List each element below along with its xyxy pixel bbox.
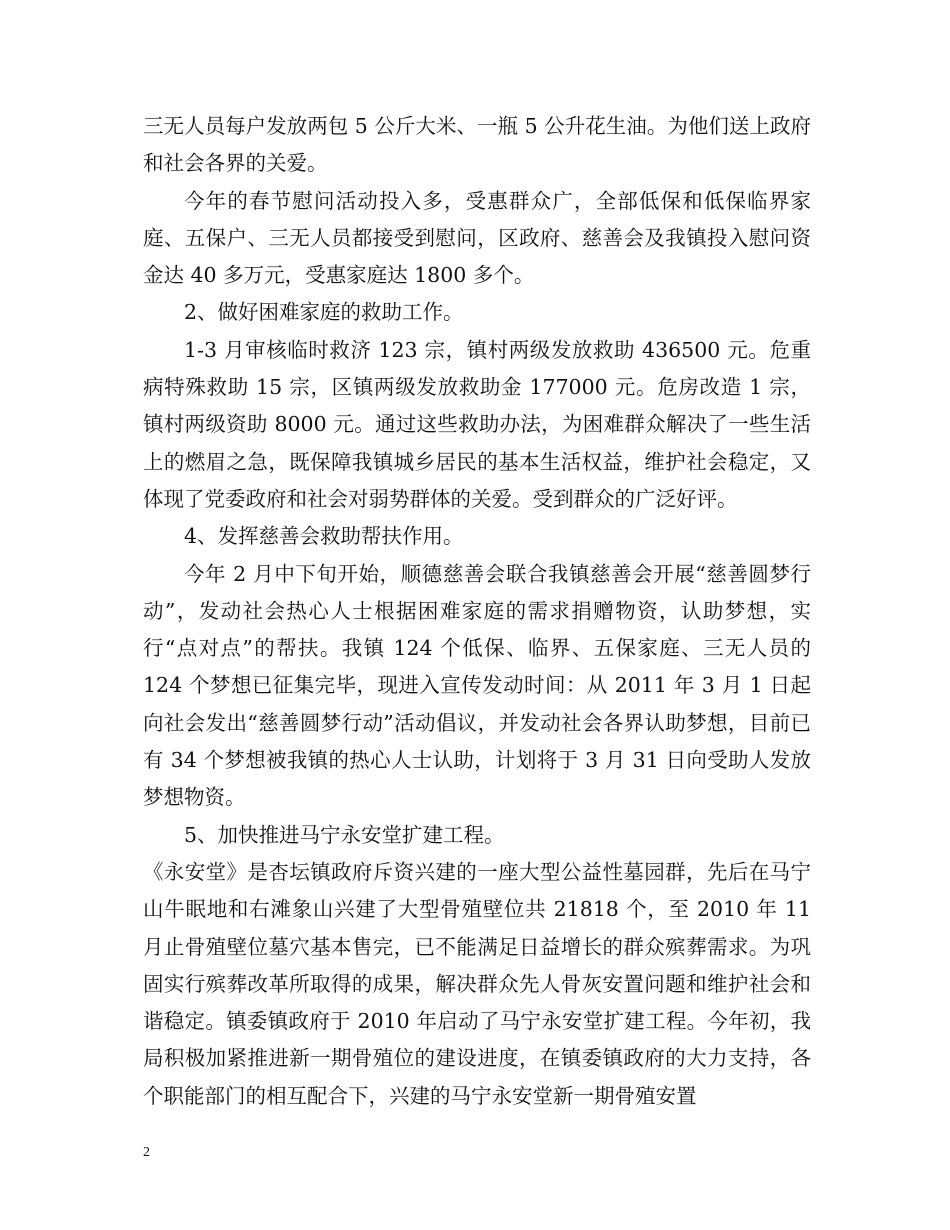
paragraph-3: 1-3 月审核临时救济 123 宗，镇村两级发放救助 436500 元。危重病特殊救助 15 宗，区镇两级发放救助金 177000 元。危房改造 1 宗，镇村两级资助 8000 元。通过这些救助办法，为困难群众解决了一些生活上的燃眉之急，既保障我镇城乡居民的基本生活权益，维护社会稳定，又体现了党委政府和社会对弱势群体的关爱。受到群众的广泛好评。 <box>143 337 811 511</box>
paragraph-5: 《永安堂》是杏坛镇政府斥资兴建的一座大型公益性墓园群，先后在马宁山牛眠地和右滩象山兴建了大型骨殖壁位共 21818 个，至 2010 年 11 月止骨殖壁位墓穴基本售完，已不能满足日益增长的群众殡葬需求。为巩固实行殡葬改革所取得的成果，解决群众先人骨灰安置问题和维护社会和谐稳定。镇委镇政府于 2010 年启动了马宁永安堂扩建工程。今年初，我局积极加紧推进新一期骨殖位的建设进度，在镇委镇政府的大力支持，各个职能部门的相互配合下，兴建的马宁永安堂新一期骨殖安置 <box>143 859 811 1108</box>
section-heading-5: 5、加快推进马宁永安堂扩建工程。 <box>184 822 505 847</box>
document-body <box>143 108 811 1115</box>
paragraph-4: 今年 2 月中下旬开始，顺德慈善会联合我镇慈善会开展“慈善圆梦行动”，发动社会热心人士根据困难家庭的需求捐赠物资，认助梦想，实行“点对点”的帮扶。我镇 124 个低保、临界、五保家庭、三无人员的 124 个梦想已征集完毕，现进入宣传发动时间：从 2011 年 3 月 1 日起向社会发出“慈善圆梦行动”活动倡议，并发动社会各界认助梦想，目前已有 34 个梦想被我镇的热心人士认助，计划将于 3 月 31 日向受助人发放梦想物资。 <box>143 561 811 810</box>
section-heading-2: 2、做好困难家庭的救助工作。 <box>184 300 464 325</box>
paragraph-2: 今年的春节慰问活动投入多，受惠群众广，全部低保和低保临界家庭、五保户、三无人员都接受到慰问，区政府、慈善会及我镇投入慰问资金达 40 多万元，受惠家庭达 1800 多个。 <box>143 188 811 288</box>
paragraph-1: 三无人员每户发放两包 5 公斤大米、一瓶 5 公升花生油。为他们送上政府和社会各界的关爱。 <box>143 114 811 176</box>
section-heading-4: 4、发挥慈善会救助帮扶作用。 <box>184 524 464 549</box>
page-number: 2 <box>143 1145 150 1160</box>
